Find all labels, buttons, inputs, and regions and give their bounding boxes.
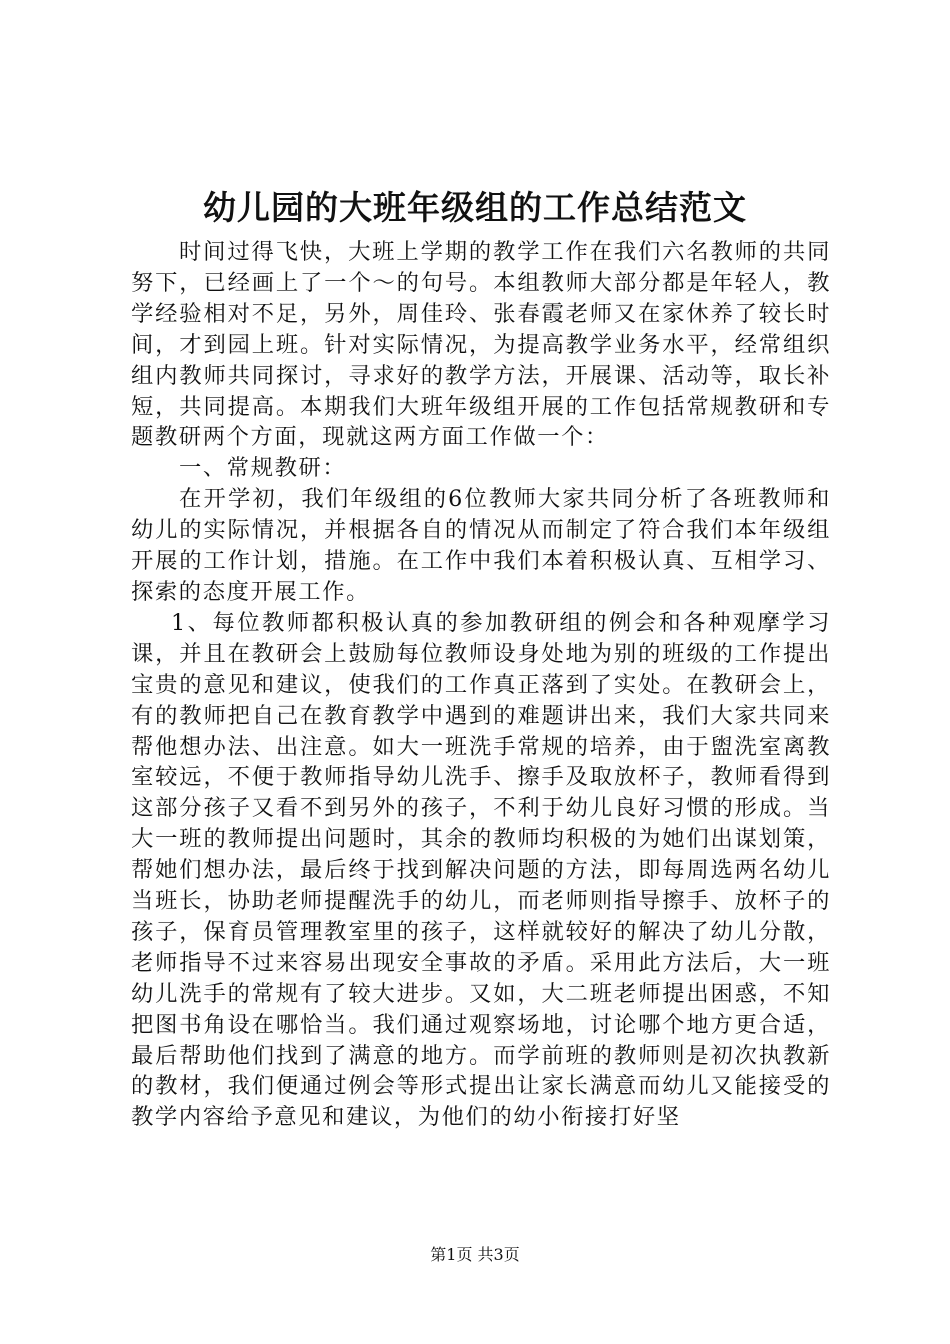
document-title: 幼儿园的大班年级组的工作总结范文 (203, 188, 747, 227)
paragraph-intro: 时间过得飞快，大班上学期的教学工作在我们六名教师的共同努下，已经画上了一个～的句号。本组教师大部分都是年轻人，教学经验相对不足，另外，周佳玲、张春霞老师又在家休养了较长时间，才到园上班。针对实际情况，为提高教学业务水平，经常组织组内教师共同探讨，寻求好的教学方法，开展课、活动等，取长补短，共同提高。本期我们大班年级组开展的工作包括常规教研和专题教研两个方面，现就这两方面工作做一个： (131, 239, 831, 451)
paragraph-semester-start: 在开学初，我们年级组的6位教师大家共同分析了各班教师和幼儿的实际情况，并根据各自的情况从而制定了符合我们本年级组开展的工作计划，措施。在工作中我们本着积极认真、互相学习、探索的态度开展工作。 (131, 486, 831, 605)
document-body (131, 237, 831, 1133)
paragraph-item-1: 1、每位教师都积极认真的参加教研组的例会和各种观摩学习课，并且在教研会上鼓励每位教师设身处地为别的班级的工作提出宝贵的意见和建议，使我们的工作真正落到了实处。在教研会上，有的教师把自己在教育教学中遇到的难题讲出来，我们大家共同来帮他想办法、出注意。如大一班洗手常规的培养，由于盥洗室离教室较远，不便于教师指导幼儿洗手、擦手及取放杯子，教师看得到这部分孩子又看不到另外的孩子，不利于幼儿良好习惯的形成。当大一班的教师提出问题时，其余的教师均积极的为她们出谋划策，帮她们想办法，最后终于找到解决问题的方法，即每周选两名幼儿当班长，协助老师提醒洗手的幼儿，而老师则指导擦手、放杯子的孩子，保育员管理教室里的孩子，这样就较好的解决了幼儿分散，老师指导不过来容易出现安全事故的矛盾。采用此方法后，大一班幼儿洗手的常规有了较大进步。又如，大二班老师提出困惑，不知把图书角设在哪恰当。我们通过观察场地，讨论哪个地方更合适，最后帮助他们找到了满意的地方。而学前班的教师则是初次执教新的教材，我们便通过例会等形式提出让家长满意而幼儿又能接受的教学内容给予意见和建议，为他们的幼小衔接打好坚 (131, 609, 831, 1131)
page-footer: 第1页 共3页 (430, 1245, 520, 1264)
section-heading-routine-research: 一、常规教研： (179, 455, 347, 482)
